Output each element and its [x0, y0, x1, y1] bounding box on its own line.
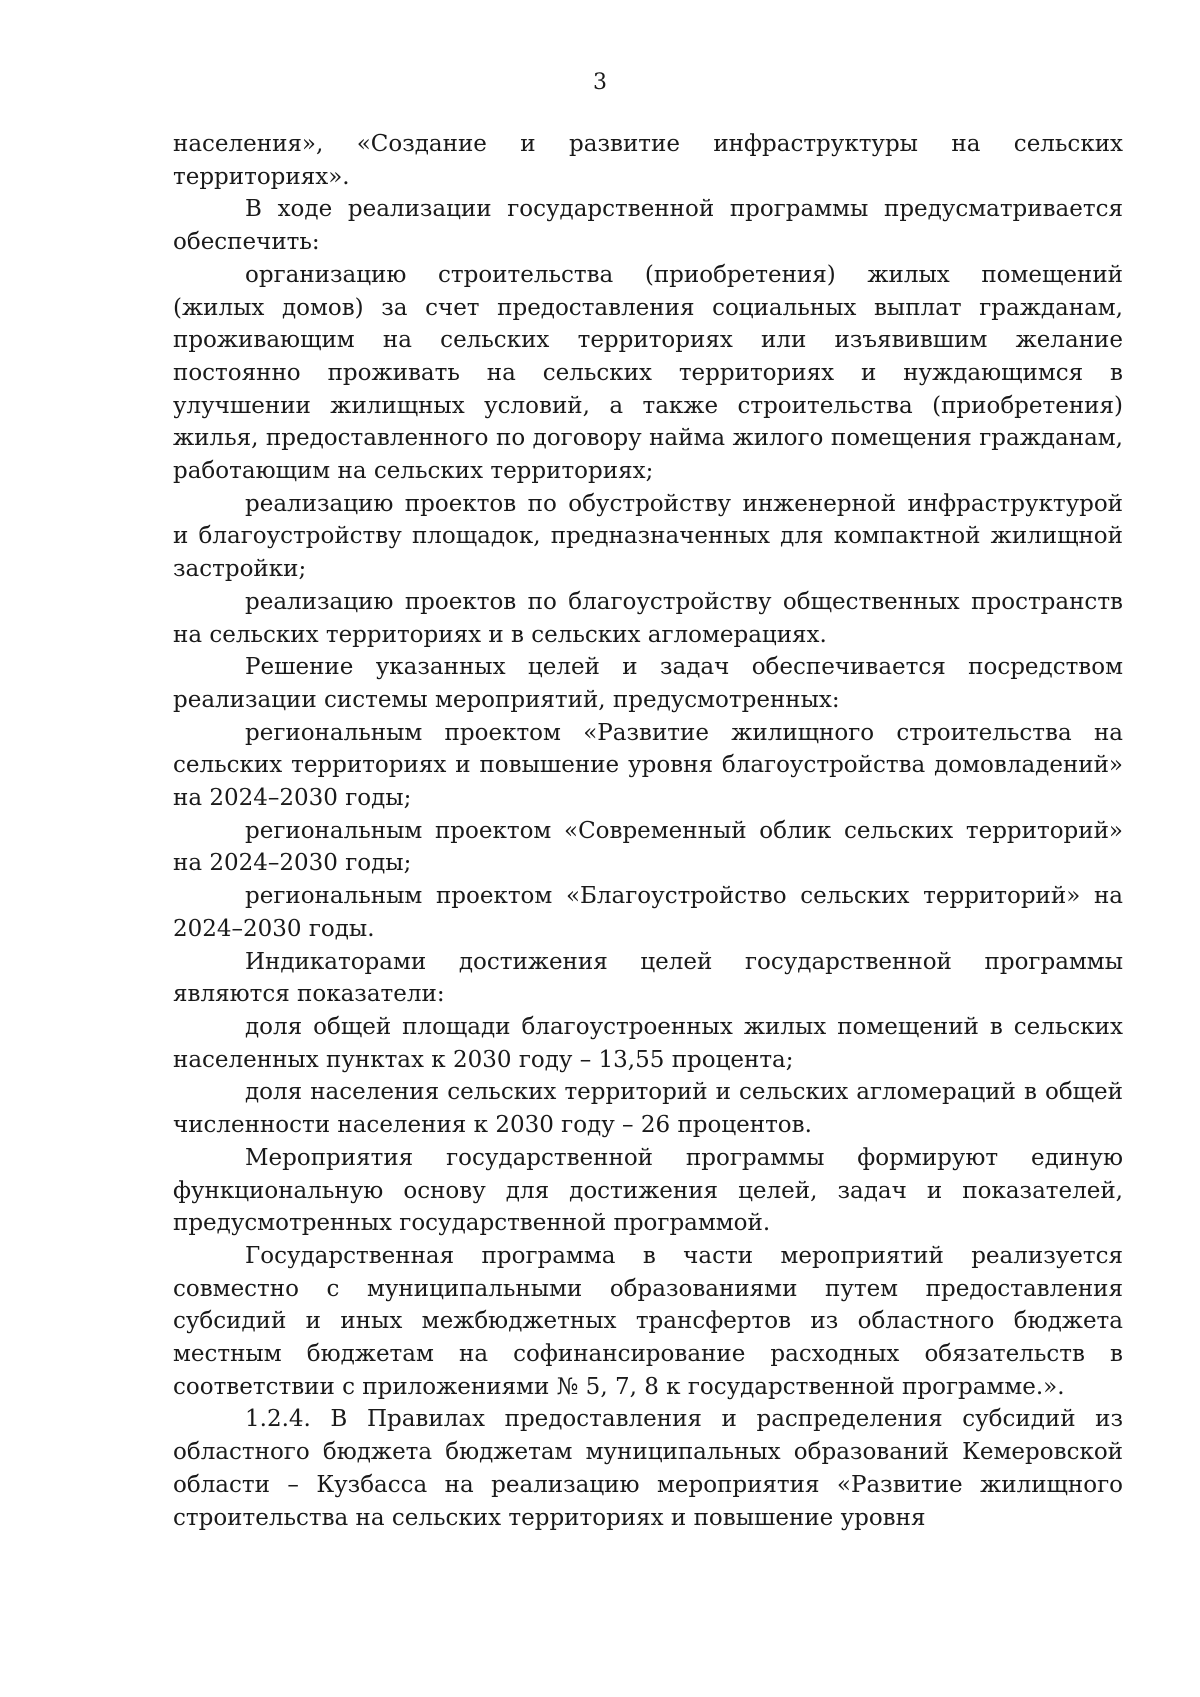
page-number: 3 — [593, 70, 607, 95]
paragraph-3: организацию строительства (приобретения) жилых помещений (жилых домов) за счет предоставления социальных выплат гражданам, проживающим на сельских территориях или изъявившим желание постоянно проживать на сельских территориях и нуждающимся в улучшении жилищных условий, а также строительства (приобретения) жилья, предоставленного по договору найма жилого помещения гражданам, работающим на сельских территориях; — [173, 261, 1123, 485]
paragraph-15: 1.2.4. В Правилах предоставления и распределения субсидий из областного бюджета бюджетам муниципальных образований Кемеровской области – Кузбасса на реализацию мероприятия «Развитие жилищного строительства на сельских территориях и повышение уровня — [173, 1406, 1123, 1531]
paragraph-13: Мероприятия государственной программы формируют единую функциональную основу для достижения целей, задач и показателей, предусмотренных государственной программой. — [173, 1144, 1123, 1237]
paragraph-2: В ходе реализации государственной программы предусматривается обеспечить: — [173, 196, 1123, 256]
paragraph-9: региональным проектом «Благоустройство сельских территорий» на 2024–2030 годы. — [173, 883, 1123, 942]
paragraph-12: доля населения сельских территорий и сельских агломераций в общей численности населения к 2030 году – 26 процентов. — [173, 1079, 1123, 1139]
paragraph-4: реализацию проектов по обустройству инженерной инфраструктурой и благоустройству площадок, предназначенных для компактной жилищной застройки; — [173, 490, 1123, 583]
paragraph-11: доля общей площади благоустроенных жилых помещений в сельских населенных пунктах к 2030 году – 13,55 процента; — [173, 1013, 1123, 1073]
paragraph-5: реализацию проектов по благоустройству общественных пространств на сельских территориях и в сельских агломерациях. — [173, 588, 1123, 648]
paragraph-10: Индикаторами достижения целей государственной программы являются показатели: — [173, 948, 1123, 1008]
paragraph-1: населения», «Создание и развитие инфраструктуры на сельских территориях». — [173, 131, 1123, 190]
document-body — [173, 128, 1123, 1534]
paragraph-6: Решение указанных целей и задач обеспечивается посредством реализации системы мероприятий, предусмотренных: — [173, 654, 1123, 713]
paragraph-7: региональным проектом «Развитие жилищного строительства на сельских территориях и повышение уровня благоустройства домовладений» на 2024–2030 годы; — [173, 719, 1123, 812]
paragraph-8: региональным проектом «Современный облик сельских территорий» на 2024–2030 годы; — [173, 817, 1123, 877]
paragraph-14: Государственная программа в части мероприятий реализуется совместно с муниципальными образованиями путем предоставления субсидий и иных межбюджетных трансфертов из областного бюджета местным бюджетам на софинансирование расходных обязательств в соответствии с приложениями № 5, 7, 8 к государственной программе.». — [173, 1242, 1123, 1400]
